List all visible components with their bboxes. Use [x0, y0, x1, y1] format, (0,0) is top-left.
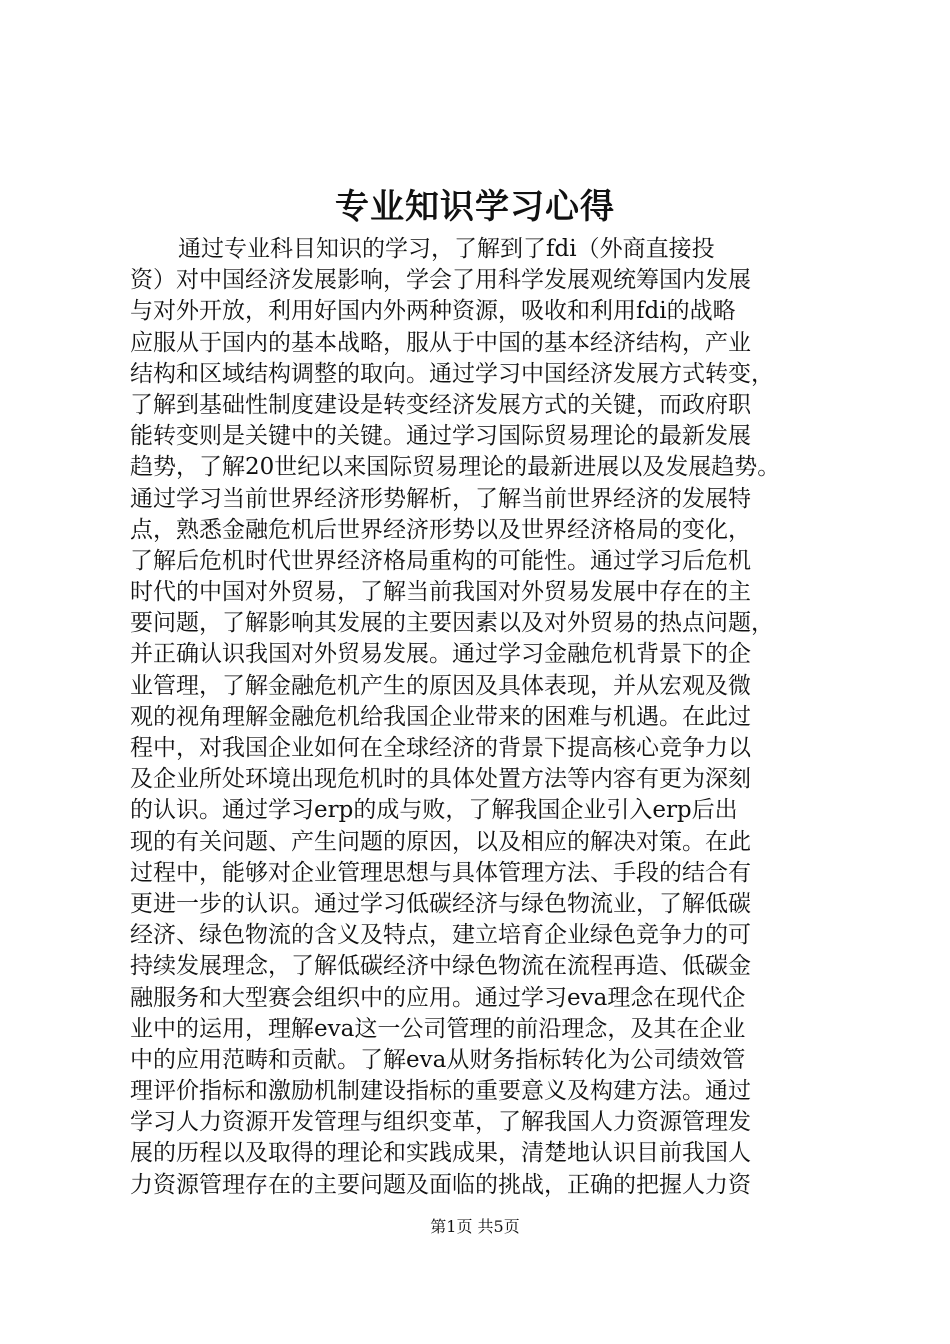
body-line: 理评价指标和激励机制建设指标的重要意义及构建方法。通过 [130, 1078, 751, 1105]
body-line: 与对外开放，利用好国内外两种资源，吸收和利用fdi的战略 [130, 298, 736, 325]
body-line: 学习人力资源开发管理与组织变革，了解我国人力资源管理发 [130, 1109, 751, 1136]
body-line: 时代的中国对外贸易，了解当前我国对外贸易发展中存在的主 [130, 579, 751, 606]
body-line: 能转变则是关键中的关键。通过学习国际贸易理论的最新发展 [130, 423, 751, 450]
body-line: 展的历程以及取得的理论和实践成果，清楚地认识目前我国人 [130, 1140, 751, 1167]
document-body [130, 234, 830, 1201]
body-line: 及企业所处环境出现危机时的具体处置方法等内容有更为深刻 [130, 766, 751, 793]
body-line: 结构和区域结构调整的取向。通过学习中国经济发展方式转变， [130, 360, 774, 387]
body-line: 资）对中国经济发展影响，学会了用科学发展观统筹国内发展 [130, 267, 751, 294]
body-line: 持续发展理念，了解低碳经济中绿色物流在流程再造、低碳金 [130, 953, 751, 980]
page-footer: 第1页 共5页 [430, 1217, 520, 1236]
body-line: 并正确认识我国对外贸易发展。通过学习金融危机背景下的企 [130, 641, 751, 668]
document-title: 专业知识学习心得 [335, 187, 615, 227]
body-line: 力资源管理存在的主要问题及面临的挑战，正确的把握人力资 [130, 1171, 751, 1198]
body-line: 融服务和大型赛会组织中的应用。通过学习eva理念在现代企 [130, 984, 746, 1011]
body-line: 通过学习当前世界经济形势解析，了解当前世界经济的发展特 [130, 485, 751, 512]
body-line: 过程中，能够对企业管理思想与具体管理方法、手段的结合有 [130, 859, 751, 886]
body-line: 经济、绿色物流的含义及特点，建立培育企业绿色竞争力的可 [130, 922, 751, 949]
body-line: 趋势，了解20世纪以来国际贸易理论的最新进展以及发展趋势。 [130, 454, 781, 481]
body-line: 中的应用范畴和贡献。了解eva从财务指标转化为公司绩效管 [130, 1046, 746, 1073]
body-line: 应服从于国内的基本战略，服从于中国的基本经济结构，产业 [130, 329, 751, 356]
body-line: 点，熟悉金融危机后世界经济形势以及世界经济格局的变化， [130, 516, 751, 543]
body-line: 要问题，了解影响其发展的主要因素以及对外贸易的热点问题， [130, 610, 774, 637]
body-line: 更进一步的认识。通过学习低碳经济与绿色物流业，了解低碳 [130, 890, 751, 917]
body-line: 的认识。通过学习erp的成与败，了解我国企业引入erp后出 [130, 797, 738, 824]
body-line: 业中的运用，理解eva这一公司管理的前沿理念，及其在企业 [130, 1015, 746, 1042]
body-line: 了解到基础性制度建设是转变经济发展方式的关键，而政府职 [130, 391, 751, 418]
body-line: 了解后危机时代世界经济格局重构的可能性。通过学习后危机 [130, 547, 751, 574]
body-line: 程中，对我国企业如何在全球经济的背景下提高核心竞争力以 [130, 735, 751, 761]
body-line: 观的视角理解金融危机给我国企业带来的困难与机遇。在此过 [130, 703, 751, 730]
body-line: 通过专业科目知识的学习，了解到了fdi（外商直接投 [178, 236, 715, 262]
body-line: 现的有关问题、产生问题的原因，以及相应的解决对策。在此 [130, 828, 751, 855]
body-line: 业管理，了解金融危机产生的原因及具体表现，并从宏观及微 [130, 672, 751, 699]
